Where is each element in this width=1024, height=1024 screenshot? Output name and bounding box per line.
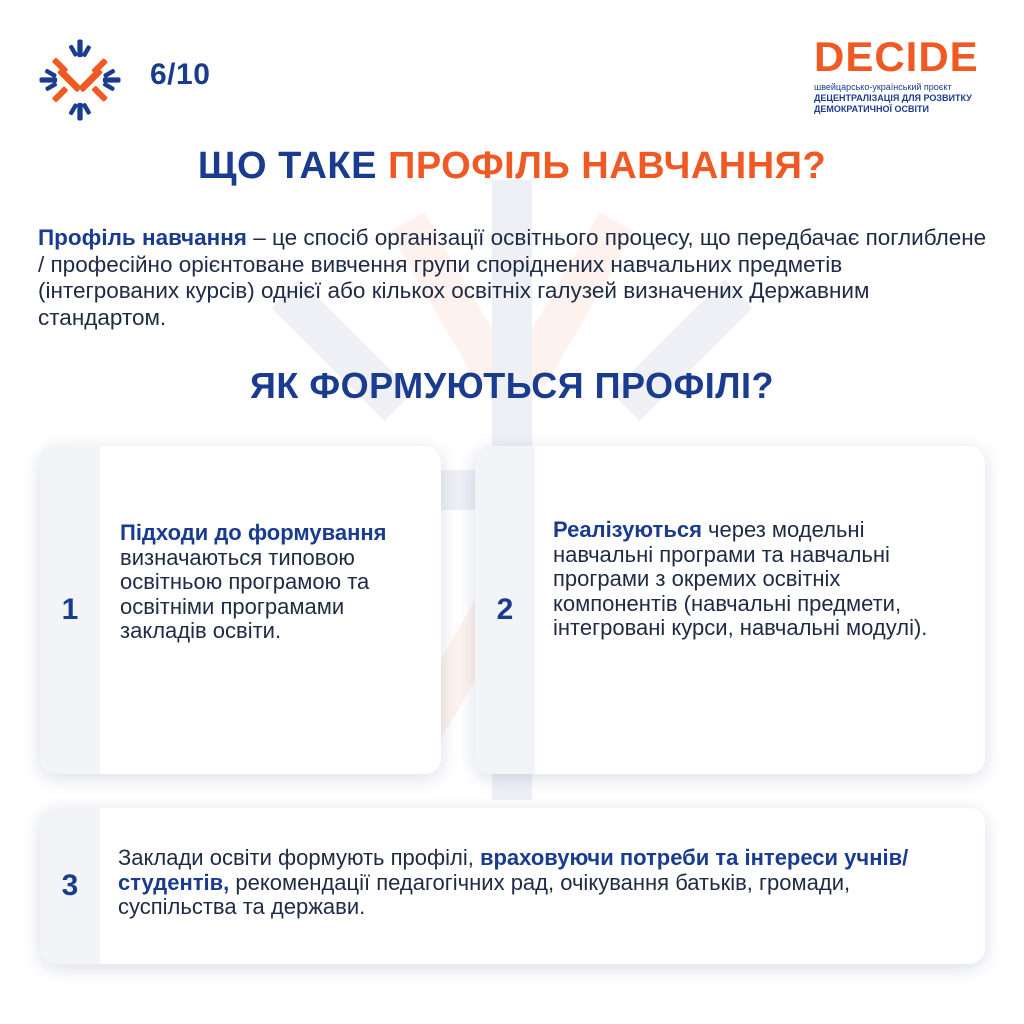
card-number-column bbox=[40, 808, 100, 964]
definition-term: Профіль навчання bbox=[38, 225, 247, 250]
page-title-accent: ПРОФІЛЬ НАВЧАННЯ? bbox=[388, 145, 827, 187]
brand-name: DECIDE bbox=[814, 33, 979, 80]
card-number: 1 bbox=[61, 593, 79, 626]
slide-counter: 6/10 bbox=[150, 58, 211, 91]
info-card-2 bbox=[475, 446, 985, 774]
brand-description-line1: ДЕЦЕНТРАЛІЗАЦІЯ ДЛЯ РОЗВИТКУ bbox=[814, 93, 972, 103]
card-body: через модельні навчальні програми та навчальні програми з окремих освітніх компонентів (навчальні предмети, інтегровані курси, навчальні модулі). bbox=[553, 517, 928, 640]
brand-subtitle: швейцарсько-український проєкт bbox=[814, 82, 952, 92]
card-number-column bbox=[40, 446, 100, 774]
definition-text: – це спосіб організації освітнього процесу, що передбачає поглиблене / професійно орієнтоване вивчення групи споріднених навчальних предметів (інтегрованих курсів) однієї або кількох освітніх галузей визначених Державним стандартом. bbox=[38, 225, 987, 330]
info-card-3 bbox=[40, 808, 985, 964]
info-card-1 bbox=[40, 446, 441, 774]
brand-description-line2: ДЕМОКРАТИЧНОЇ ОСВІТИ bbox=[814, 104, 929, 114]
card-number-column bbox=[475, 446, 535, 774]
section-title: ЯК ФОРМУЮТЬСЯ ПРОФІЛІ? bbox=[250, 365, 774, 406]
card-text bbox=[118, 846, 968, 920]
card-highlight: враховуючи потреби та інтереси учнів/студентів, bbox=[118, 845, 909, 895]
card-body-before: Заклади освіти формують профілі, bbox=[118, 845, 480, 870]
card-body: визначаються типовою освітньою програмою та освітніми програмами закладів освіти. bbox=[120, 544, 370, 643]
brand-logo bbox=[814, 33, 984, 115]
card-text bbox=[120, 521, 425, 644]
card-body-after: рекомендації педагогічних рад, очікування батьків, громади, суспільства та держави. bbox=[118, 869, 851, 919]
card-text bbox=[553, 518, 963, 641]
card-highlight: Реалізуються bbox=[553, 517, 702, 542]
card-number: 2 bbox=[496, 593, 514, 626]
card-number: 3 bbox=[61, 869, 79, 902]
definition-paragraph bbox=[38, 225, 988, 331]
page-title-part1: ЩО ТАКЕ bbox=[197, 145, 389, 187]
card-highlight: Підходи до формування bbox=[120, 520, 387, 545]
ornament-logo-icon bbox=[36, 36, 124, 124]
page-title bbox=[0, 145, 1024, 188]
